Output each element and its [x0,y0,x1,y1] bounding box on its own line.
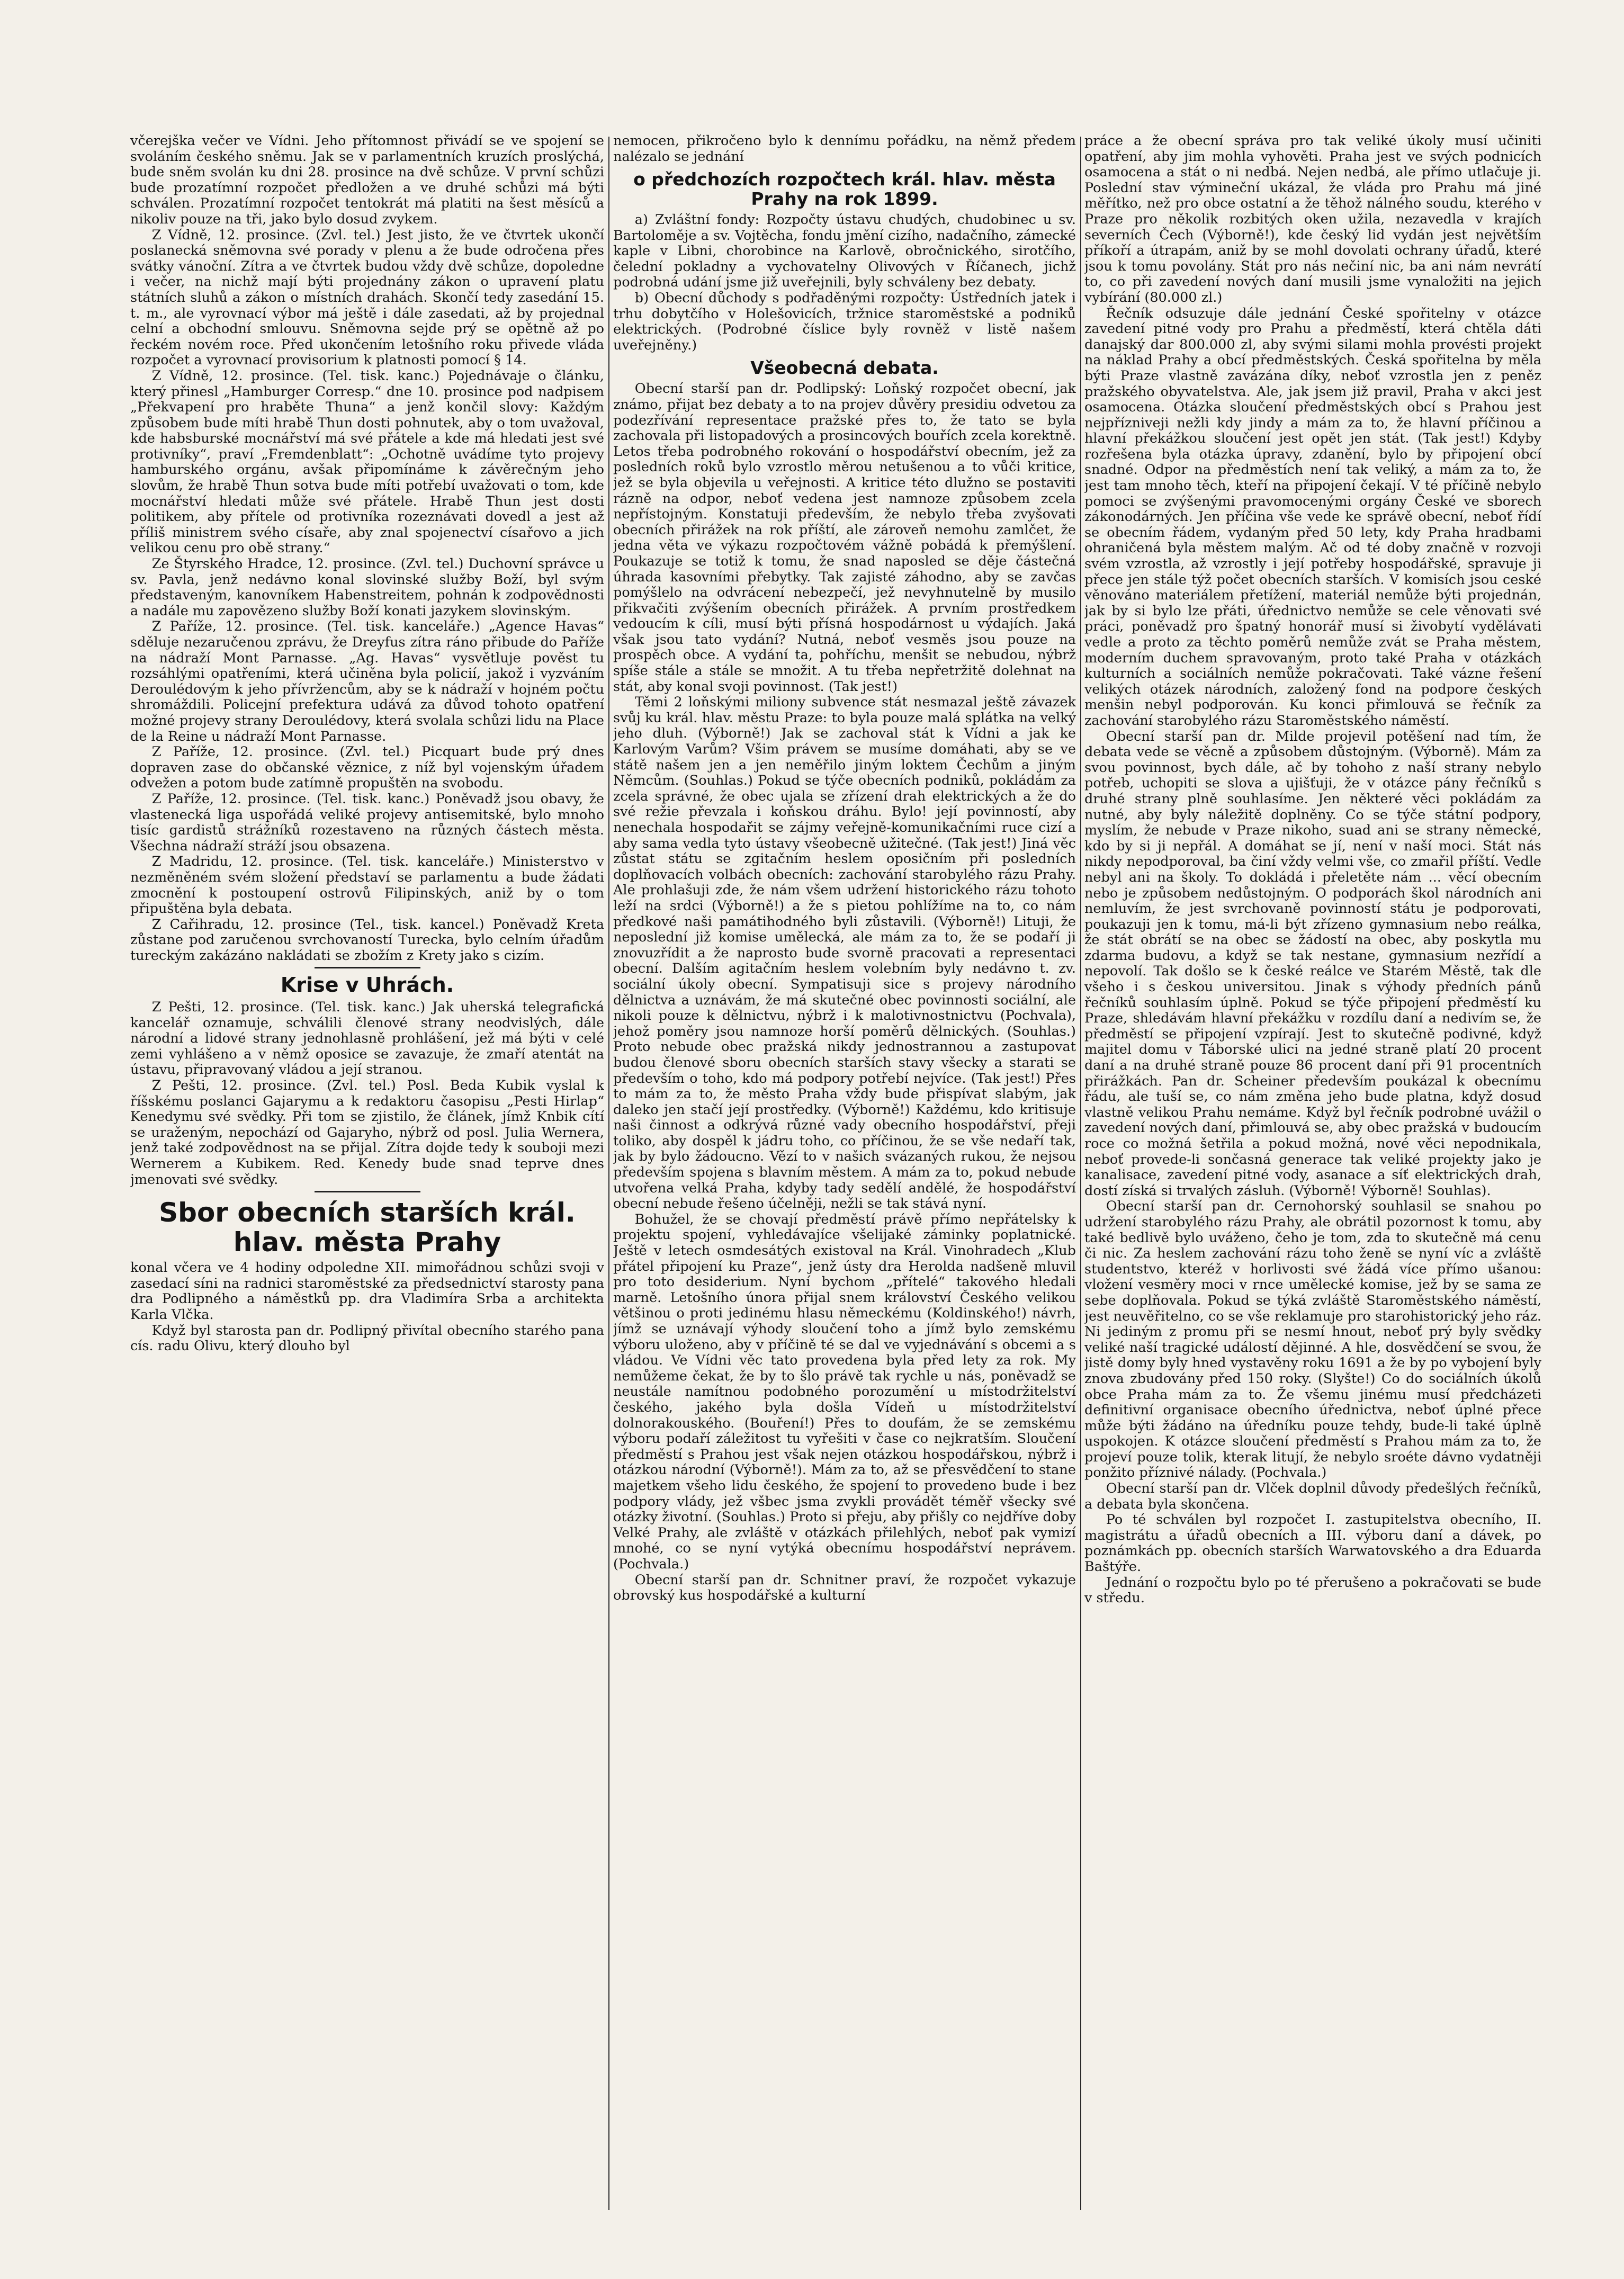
news-item: Z Cařihradu, 12. prosince (Tel., tisk. kancel.) Poněvadž Kreta zůstane pod zaručenou svrchovaností Turecka, bylo celním úřadům tureckým zakázáno nakládati se zbožím z Krety jako s cizím. [130,916,604,964]
article-paragraph: Těmi 2 loňskými miliony subvence stát nesmazal ještě závazek svůj ku král. hlav. městu Praze: to byla pouze malá splátka na velký jeho dluh. (Výborně!) Jak se zachoval stát k Vídni a jak ke Karlovým Varům? Všim právem se musíme domáhati, aby se ve státě našem jen a jen neměřilo jiným loktem Čechům a jiným Němcům. (Souhlas.) Pokud se týče obecních podniků, pokládám za zcela správné, že obec ujala se zřízení drah elektrických a že do své režie převzala i koňskou dráhu. Bylo! její povinností, aby nenechala hospodařit se zájmy veřejně-komunikačními ruce cizí a aby sama vedla tyto ústavy všeobecně užitečné. (Tak jest!) Jiná věc zůstat státu se zgitačním heslem oposičním při posledních doplňovacích volbách obecních: zachování starobylého rázu Prahy. Ale prohlašuji zde, že nám všem udržení historického rázu tohoto leží na srdci (Výborně!) a že s pietou pohlížíme na to, co nám předkové naši památihodného byli zůstavili. (Výborně!) Lituji, že neposlední již komise umělecká, ale mám za to, že se podaří ji znovuzřídit a že naprosto bude svorně pracovati a representaci obecní. Dalším agitačním heslem volebním byly nedávno t. zv. sociální úkoly obecní. Sympatisuji sice s projevy národního dělnictva a uznávám, že má skutečné obec povinnosti sociální, ale nikoli pouze k dělnictvu, nýbrž i k malotivnostnictvu (Pochvala), jehož poměry jsou namnoze horší poměrů dělnických. (Souhlas.) Proto nebude obec pražská nikdy jednostrannou a zastupovat budou členové sboru obecních starších stavy všecky a starati se především o toho, kdo má podpory potřebí nejvíce. (Tak jest!) Přes to mám za to, že město Praha vždy bude přispívat slabým, jak daleko jen stačí její prostředky. (Výborně!) Každému, kdo kritisuje naši činnost a odkrývá různé vady obecního hospodářství, přeji toliko, aby dospěl k jádru toho, co příčinou, že se vše nedaří tak, jak by bylo žádoucno. Vězí to v našich svázaných rukou, že nejsou především spojena s blavním městem. A mám za to, pokud nebude utvořena velká Praha, kdyby tady sedělí andělé, že hospodářství obecní nebude řešeno účelněji, nežli se tak stává nyní. [613,694,1076,1212]
section-heading-debata: Všeobecná debata. [750,357,939,379]
article-paragraph: včerejška večer ve Vídni. Jeho přítomnost přivádí se ve spojení se svoláním českého sněmu. Jak se v parlamentních kruzích proslýchá, bude sněm svolán ku dni 28. prosince na dvě schůze. V první schůzi bude prozatímní rozpočet předložen a ve druhé schůzi má býti schválen. Prozatímní rozpočet tentokrát má platiti na šest měsíců a nikoliv pouze na tři, jako bylo dosud zvykem. [130,133,604,227]
column-1 [130,133,604,2221]
article-paragraph: Obecní starší pan dr. Podlipský: Loňský rozpočet obecní, jak známo, přijat bez debaty a to na projev důvěry presidiu odvetou za podezřívání representace pražské přes to, že tato se byla zachovala při listopadových a prosincových bouřích zcela korektně. Letos třeba podrobného rokování o hospodářství obecním, jež za posledních roků bylo vzrostlo měrou netušenou a to vůči kritice, jež se byla objevila u veřejnosti. A kritice této dlužno se postaviti rázně na odpor, neboť vedena jest namnoze způsobem zcela nepřístojným. Konstatuji především, že nebylo třeba zvyšovati obecních přirážek na rok příští, ale zároveň nemohu zamlčet, že jedna věta ve výkazu rozpočtovém vážně pobádá k přemýšlení. Poukazuje se totiž k tomu, že snad naposled se děje částečná úhrada kasovními přebytky. Tak zajisté záhodno, aby se zavčas pomýšlelo na odvrácení nebezpečí, jež nevyhnutelně by musilo přikvačiti zvýšením obecních přirážek. A prvním prostředkem vedoucím k cíli, musí býti přísná hospodárnost u výdajích. Jaká však jsou tato vydání? Nutná, neboť vesměs jsou pouze na prospěch obce. A vydání ta, pohříchu, menšit se nebudou, nýbrž spíše stále a stále se množit. A tu třeba nepřetržitě dolehnat na stát, aby konal svoji povinnost. (Tak jest!) [613,381,1076,695]
news-item: Z Paříže, 12. prosince. (Zvl. tel.) Picquart bude prý dnes dopraven zase do občanské věznice, z níž byl vojenským úřadem odvežen a potom bude zatímně propuštěn na svobodu. [130,744,604,792]
article-paragraph: Obecní starší pan dr. Schnitner praví, že rozpočet vykazuje obrovský kus hospodářské a kulturní [613,1572,1076,1604]
article-paragraph: Jednání o rozpočtu bylo po té přerušeno a pokračovati se bude v středu. [1084,1574,1541,1607]
column-2 [613,133,1076,2221]
column-rule [1080,137,1081,2210]
article-paragraph: Obecní starší pan dr. Cernohorský souhlasil se snahou po udržení starobylého rázu Prahy, ale obrátil pozornost k tomu, aby také bedlivě bylo uváženo, čeho je tom, zda to skutečně má cenu či nic. Za heslem zachování rázu toho ženě se nyní víc a zvláště studentstvo, kteréž v horlivosti své žádá více přímo ušanou: vložení vesměry moci v rnce umělecké komise, jež by se sama ze sebe doplňovala. Pokud se týká zvláště Staroměstského náměstí, jest neuvěřitelno, co se vše reklamuje pro starohistorický jeho ráz. Ni jediným z promu při se nesmí hnout, neboť prý byly svědky veliké naší tragické událostí dějinné. A hle, dosvědčení se svou, že jistě domy byly hned vystavěny roku 1691 a že by po vybojení byly znova zbudovány před 150 roky. (Slyšte!) Co do sociálních úkolů obce Praha mám za to. Že všemu jinému musí předcházeti definitivní organisace obecního úřednictva, neboť úplné přece může býti žádáno na úředníku pouze tehdy, bude-li také úplně uspokojen. K otázce sloučení předměstí s Prahou mám za to, že projeví pouze tolik, kterak litují, že nebylo sroéte dávno vydatněji ponžito příznivé nálady. (Pochvala.) [1084,1198,1541,1481]
section-heading-krise: Krise v Uhrách. [280,973,454,997]
article-paragraph: Obecní starší pan dr. Vlček doplnil důvody předešlých řečníků, a debata byla skončena. [1084,1481,1541,1512]
news-item: Z Paříže, 12. prosince. (Tel. tisk. kanc.) Poněvadž jsou obavy, že vlastenecká liga uspořádá veliké projevy antisemitské, bylo mnoho tisíc gardistů strážníků rozestaveno na různých částech města. Všechna nádraží stráží jsou obsazena. [130,791,604,854]
column-rule [608,137,609,2210]
news-item: Z Vídně, 12. prosince. (Zvl. tel.) Jest jisto, že ve čtvrtek ukončí poslanecká sněmovna své porady v plenu a že bude odročena přes svátky vánoční. Zítra a ve čtvrtek budou vždy dvě schůze, dopoledne i večer, na nichž mají býti projednány zákon o upravení platu státních sluhů a zákon o místních drahách. Skončí tedy zasedání 15. t. m., ale vyrovnací výbor má ještě i dále zasedati, až by projednal celní a obchodní smlouvu. Sněmovna sejde prý se opětně až po řeckém novém roce. Před ukončením letošního roku přivede vláda rozpočet a vyrovnací provisorium k platnosti pomocí § 14. [130,227,604,369]
article-paragraph: práce a že obecní správa pro tak veliké úkoly musí učiniti opatření, aby jim mohla vyhověti. Praha jest ve svých podnicích osamocena a stát o ni nedbá. Nejen nedbá, ale přímo utlačuje ji. Poslední stav výmineční ukázal, že vláda pro Prahu má jiné měřítko, než pro obce ostatní a že těhož nálného soudu, kterého v Praze pro několik rozbitých oken užila, nezavedla v krajích severních Čech (Výborně!), kde český lid vydán jest největším příkoří a útrapám, aniž by se mohl dovolati ochrany úřadů, které jsou k tomu povolány. Stát pro nás nečiní nic, ba ani nám nevrátí to, co při zavedení nových daní musili jsme vynaložiti na jejich vybírání (80.000 zl.) [1084,133,1541,306]
article-paragraph: Řečník odsuzuje dále jednání České spořitelny v otázce zavedení pitné vody pro Prahu a předměstí, která chtěla dáti danajský dar 800.000 zl, aby svými silami mohla provésti projekt na náklad Prahy a obcí předměstských. Česká spořitelna by měla býti Praze vlastně zavázána díky, neboť vzrostla jen z peněz pražského obyvatelstva. Ale, jak jsem již pravil, Praha v akci jest osamocena. Otázka sloučení předměstských obcí s Prahou jest nejpřízniveji nežli kdy jindy a mám za to, že hlavní příčinou a hlavní překážkou sloučení jest opět jen stát. (Tak jest!) Kdyby rozřešena byla otázka úpravy, zdanění, bylo by připojení obcí snadné. Odpor na předměstích není tak veliký, a mám za to, že jest tam mnoho těch, kteří na připojení čekají. V té příčině nebylo pomoci se zvýšenými pravomocenými orgány České ve sborech zákonodárných. Jen příčina vše vede ke správě obecní, neboť řídí se obecním řádem, vydaným před 50 lety, kdy Praha hradbami ohraničená byla městem malým. Ač od té doby značně v rozvoji svém vzrostla, až vzrostly i její potřeby hospodářské, spravuje ji přece jen stále týž počet obecních starších. V komisích jsou ceské věnováno materiálem přetížení, materiál nemůže býti projednán, jak by si bylo lze přáti, úřednictvo nemůže se cele věnovati své práci, poněvadž pro špatný honorář musí si živobytí vydělávati vedle a proto za těchto poměrů nemůže zvát se Praha městem, moderním duchem spravovaným, proto také Praha v otázkách kulturních a sociálních nemůže pokračovati. Také vázne řešení velikých otázek národních, založený fond na podpore českých menšin nebyl podporován. Ku konci přimlouvá se řečník za zachování starobylého rázu Staroměstského náměstí. [1084,305,1541,729]
article-paragraph: Obecní starší pan dr. Milde projevil potěšení nad tím, že debata vede se věcně a způsobem důstojným. (Výborně). Mám za svou povinnost, bych dále, ač by tohoho z naší strany nebylo potřeb, uchopiti se slova a ujišťuji, že v otázce pány řečníků s druhé strany plně souhlasíme. Jen některé věci pokládám za nutné, aby byly náležitě doplněny. Co se týče státní podpory, myslím, že nebude v Praze nikoho, suad ani se strany německé, kdo by si ji nepřál. A domáhat se jí, není v naší moci. Stát nás nikdy nepodporoval, ba činí vždy velmi vše, co zmařil příští. Vedle nebyl ani na školy. To dokládá i přeletěte nám ... věcí obecním nebo je způsobem nedůstojným. O podporách škol národních ani nemluvím, že jest svrchovaně povinností státu je podporovati, poukazuji jen k tomu, má-li být zřízeno gymnasium nebo reálka, že stát obrátí se na obec se žádostí na obec, aby poskytla mu zdarma budovu, a když se tak nestane, gymnasium nezřídí a nepovolí. Tak došlo se k české reálce ve Starém Městě, tak dle všeho i s českou universitou. Jinak s výhody předních pánů řečníků souhlasím úplně. Pokud se týče připojení předměstí ku Praze, shledávám hlavní překážku v rozdílu daní a nedivím se, že předměstí se připojení vzpírají. Jest to skutečně podivné, když majitel domu v Táborské ulici na jedné straně platí 20 procent daní a na druhé straně pouze 86 procent daní při 91 procentních přirážkách. Pan dr. Scheiner především poukázal k obecnímu řádu, ale tuší se, co nám změna jeho bude platna, když dosud vlastně velikou Prahu nemáme. Když byl řečník podrobné uvážil o zavedení nových daní, přimlouvá se, aby obec pražská v budoucím roce co možná šetřila a pokud možná, nové věci nepodnikala, neboť provede-li sončasná generace tak veliké projekty jako je kanalisace, zavedení pitné vody, asanace a síť elektrických drah, dostí získá si trvalých zásluh. (Výborně! Výborně! Souhlas). [1084,728,1541,1199]
article-paragraph: nemocen, přikročeno bylo k dennímu pořádku, na němž předem nalézalo se jednání [613,133,1076,165]
section-divider [315,967,420,968]
section-heading-rozpocty: o předchozích rozpočtech král. hlav. města Prahy na rok 1899. [633,169,1056,210]
news-item: Z Pešti, 12. prosince. (Zvl. tel.) Posl. Beda Kubik vyslal k říšskému poslanci Gajarymu a k redaktoru časopisu „Pesti Hirlap“ Kenedymu své svědky. Při tom se zjistilo, že článek, jímž Knbik cítí se uraženým, nepochází od Gajaryho, nýbrž od posl. Julia Wernera, jenž také zodpovědnost na se přijal. Zítra dojde tedy k souboji mezi Wernerem a Kubikem. Red. Kenedy bude snad teprve dnes jmenovati své svědky. [130,1077,604,1188]
article-paragraph: Když byl starosta pan dr. Podlipný přivítal obecního starého pana cís. radu Olivu, který dlouho byl [130,1322,604,1354]
news-item: Z Pešti, 12. prosince. (Tel. tisk. kanc.) Jak uherská telegrafická kancelář oznamuje, schválili členové strany neodvislých, dále národní a lidové strany jednohlasně prohlášení, jež má býti v celé zemi vyhlášeno a v němž oposice se zavazuje, že zmaří atentát na ústavu, připravovaný vládou a její stranou. [130,999,604,1078]
article-paragraph: a) Zvláštní fondy: Rozpočty ústavu chudých, chudobinec u sv. Bartoloměje a sv. Vojtěcha, fondu jmění cizího, nadačního, zámecké kaple v Libni, chorobince na Karlově, obročnického, sirotčího, čelední pokladny a vychovatelny Olivových v Říčanech, jichž podrobná udání jsme již uveřejnili, byly schváleny bez debaty. [613,212,1076,291]
news-item: Z Paříže, 12. prosince. (Tel. tisk. kanceláře.) „Agence Havas“ sděluje nezaručenou zprávu, že Dreyfus zítra ráno přibude do Paříže na nádraží Mont Parnasse. „Ag. Havas“ vysvětluje pověst tu rozsáhlými opatřeními, která učiněna byla policií, jakož i vyzváním Deroulédovým k jeho přívržencům, aby se k nádraží v hojném počtu shromáždili. Policejní prefektura udává za důvod tohoto opatření možné projevy strany Deroulédovy, která svolala schůzi lidu na Place de la Reine u nádraží Mont Parnasse. [130,618,604,744]
section-divider [315,1191,420,1192]
column-3 [1084,133,1541,2221]
news-item: Z Vídně, 12. prosince. (Tel. tisk. kanc.) Pojednávaje o článku, který přinesl „Hamburger Corresp.“ dne 10. prosince pod nadpisem „Překvapení pro hraběte Thuna“ a jenž končil slovy: Každým způsobem bude míti hrabě Thun dosti pohnutek, aby o tom uvažoval, kde habsburské mocnářství má své přátele a kde má hledati jest své protivníky“, praví „Fremdenblatt“: „Ochotně uvádíme tyto projevy hamburského orgánu, avšak připomínáme k závěrečným jeho slovům, že hrabě Thun sotva bude míti potřebí uvažovati o tom, kde mocnářství hledati může své přátele. Hrabě Thun jest dosti politikem, aby přítele od protivníka rozeznávati dovedl a jest až příliš ministrem svého císaře, aby znal spojenectví císařovo a jich velikou cenu pro obě strany.“ [130,367,604,557]
article-paragraph: Po té schválen byl rozpočet I. zastupitelstva obecního, II. magistrátu a úřadů obecních a III. výboru daní a dávek, po poznámkách pp. obecních starších Warwatovského a dra Eduarda Baštýře. [1084,1512,1541,1575]
section-heading-sbor: Sbor obecních starších král. hlav. města Prahy [159,1197,576,1258]
news-item: Z Madridu, 12. prosince. (Tel. tisk. kanceláře.) Ministerstvo v nezměněném svém složení představí se parlamentu a bude žádati zmocnění k postoupení ostrovů Filipinských, aniž by o tom připuštěna byla debata. [130,854,604,917]
article-paragraph: konal včera ve 4 hodiny odpoledne XII. mimořádnou schůzi svoji v zasedací síni na radnici staroměstské za předsednictví starosty pana dra Podlipného a náměstků pp. dra Vladimíra Srba a architekta Karla Vlčka. [130,1260,604,1323]
article-paragraph: Bohužel, že se chovají předměstí právě přímo nepřátelsky k projektu spojení, vyhledávajíce všelijaké záminky poplatnické. Ještě v letech osmdesátých existoval na Král. Vinohradech „Klub přátel připojení ku Praze“, jenž ústy dra Herolda nadšeně mluvil pro toto desiderium. Nyní bychom „přítelé“ takového hledali marně. Letošního února přijal snem království Českého velikou většinou o proti jedinému hlasu německému (Koldinského!) návrh, jímž se uznávají výhody sloučení toho a jímž bylo zemskému výboru uloženo, aby v příčině té se dal ve vyjednávání s obcemi a s vládou. Ve Vídni věc tato provedena byla před lety za rok. My nemůžeme čekat, že by to šlo právě tak rychle u nás, poněvadž se neustále namítnou podobného porozumění u místodržitelství českého, jakého byla došla Vídeň u místodržitelství dolnorakouského. (Bouření!) Přes to doufám, že se zemskému výboru podaří záležitost tu vyřešiti v čase co nejkratším. Sloučení předměstí s Prahou jest však nejen otázkou hospodářskou, nýbrž i otázkou národní (Výborně!). Mám za to, až se přesvědčení to stane majetkem všeho lidu českého, že spojení to provedeno bude i bez podpory vlády, jež všbec jsma zvykli provádět téměř všecky své otázky životní. (Souhlas.) Proto si přeju, aby přišly co nejdříve doby Velké Prahy, ale zvláště v otázkách přilehlých, neboť pak vymizí mnohé, co se nyní vytýká obecnímu hospodářství neprávem. (Pochvala.) [613,1211,1076,1572]
news-item: Ze Štyrského Hradce, 12. prosince. (Zvl. tel.) Duchovní správce u sv. Pavla, jenž nedávno konal slovinské služby Boží, byl svým představeným, kanovníkem Habenstreitem, pohnán k zodpovědnosti a nadále mu zapovězeno služby Boží konati jazykem slovinským. [130,556,604,619]
article-paragraph: b) Obecní důchody s podřaděnými rozpočty: Ústředních jatek i trhu dobytčího v Holešovicích, tržnice staroměstské a podniků elektrických. (Podrobné číslice byly rovněž v listě našem uveřejněny.) [613,290,1076,353]
